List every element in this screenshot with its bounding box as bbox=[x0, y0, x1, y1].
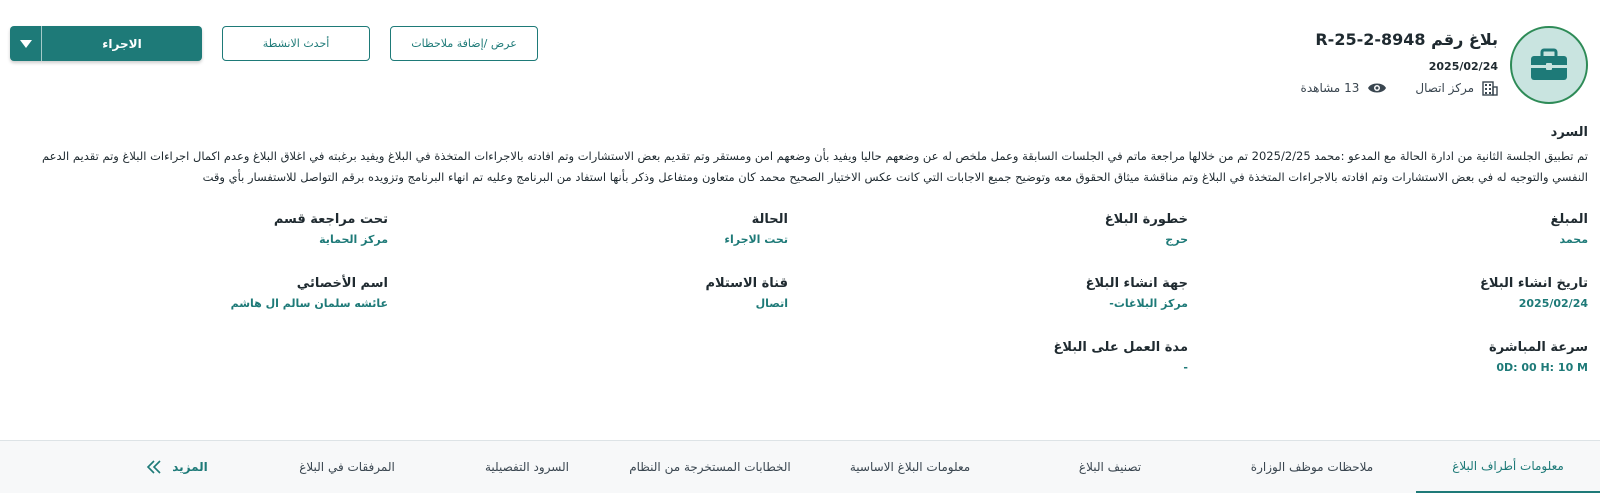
field-label: تاريخ انشاء البلاغ bbox=[1479, 276, 1588, 291]
report-date: 2025/02/24 bbox=[1428, 60, 1498, 73]
narrative-section bbox=[12, 125, 1588, 188]
report-fields bbox=[12, 212, 1588, 382]
double-chevron-left-icon bbox=[146, 460, 162, 474]
tab-report-classification[interactable]: تصنيف البلاغ bbox=[1078, 460, 1142, 474]
tab-attachments[interactable]: المرفقات في البلاغ bbox=[299, 460, 395, 474]
field-review-department bbox=[0, 212, 388, 254]
field-label: مدة العمل على البلاغ bbox=[1053, 340, 1188, 355]
field-value: - bbox=[1183, 361, 1188, 374]
field-label: سرعة المباشرة bbox=[1489, 340, 1588, 355]
field-label: جهة انشاء البلاغ bbox=[1085, 276, 1188, 291]
procedure-button-label: الاجراء bbox=[102, 36, 142, 51]
report-header bbox=[0, 0, 1600, 115]
report-avatar bbox=[1510, 26, 1588, 104]
tab-system-letters[interactable]: الخطابات المستخرجة من النظام bbox=[629, 460, 791, 474]
field-reporter bbox=[1188, 212, 1588, 254]
report-meta bbox=[1301, 80, 1498, 96]
field-label: الحالة bbox=[751, 212, 788, 227]
field-value: تحت الاجراء bbox=[724, 233, 788, 246]
latest-activities-button[interactable]: أحدث الانشطة bbox=[222, 26, 370, 61]
field-value: مركز البلاغات- bbox=[1109, 297, 1188, 310]
views-text: 13 مشاهدة bbox=[1300, 81, 1360, 95]
procedure-button[interactable] bbox=[10, 26, 202, 61]
chevron-down-icon[interactable] bbox=[10, 26, 42, 61]
field-response-speed bbox=[1188, 340, 1588, 382]
field-label: قناة الاستلام bbox=[705, 276, 788, 291]
field-value: حرج bbox=[1165, 233, 1188, 246]
field-severity bbox=[788, 212, 1188, 254]
field-creator-entity bbox=[788, 276, 1188, 318]
narrative-label: السرد bbox=[1550, 125, 1588, 140]
field-label: اسم الأخصائي bbox=[296, 276, 388, 291]
tab-detailed-narratives[interactable]: السرود التفصيلية bbox=[485, 460, 570, 474]
field-value: اتصال bbox=[755, 297, 788, 310]
tab-ministry-notes[interactable]: ملاحظات موظف الوزارة bbox=[1250, 460, 1374, 474]
more-label: المزيد bbox=[172, 460, 208, 474]
channel-meta bbox=[1415, 80, 1498, 96]
building-icon bbox=[1482, 80, 1498, 96]
field-receive-channel bbox=[388, 276, 788, 318]
tab-report-parties[interactable]: معلومات أطراف البلاغ bbox=[1416, 441, 1600, 493]
field-label: المبلغ bbox=[1550, 212, 1588, 227]
briefcase-icon bbox=[1529, 48, 1569, 82]
field-specialist bbox=[0, 276, 388, 318]
tab-basic-info[interactable]: معلومات البلاغ الاساسية bbox=[849, 460, 971, 474]
field-label: تحت مراجعة قسم bbox=[273, 212, 388, 227]
narrative-text: تم تطبيق الجلسة الثانية من ادارة الحالة مع المدعو :محمد 2025/2/25 تم من خلالها مراجعة ماتم في الجلسات السابقة وعمل ملخص له عن وضعهم حاليا ويفيد بأن وضعهم امن ومستقر وتم تقديم بعض الاستشارات وتم افادته بالاجراءات المتخذة في البلاغ ويفيد برغبته في اغلاق البلاغ وعدم اكمال اجراءات البلاغ وتم تقديم الدعم النفسي والتوجيه له في بعض الاستشارات وتم افادته بالاجراءات المتخذة في البلاغ وتم مناقشة ميثاق الحقوق معه وتوضيح جميع الاجابات التي كانت عكس الاختيار الصحيح محمد كان متعاون ومتفاعل وذكر بأنها استفاد من البرنامج وعليه تم انهاء البرنامج وتزويده برقم التواصل للاستفسار بأي وقت bbox=[41, 149, 1588, 184]
field-status bbox=[388, 212, 788, 254]
channel-text: مركز اتصال bbox=[1415, 81, 1474, 95]
views-meta bbox=[1301, 81, 1388, 95]
field-creation-date bbox=[1188, 276, 1588, 318]
field-label: خطورة البلاغ bbox=[1104, 212, 1188, 227]
field-work-duration bbox=[788, 340, 1188, 382]
field-value: محمد bbox=[1559, 233, 1588, 246]
notes-button[interactable]: عرض /إضافة ملاحظات bbox=[390, 26, 538, 61]
field-value: 0D: 00 H: 10 M bbox=[1496, 361, 1588, 374]
tab-bar bbox=[0, 440, 1600, 493]
field-value: عائشه سلمان سالم ال هاشم bbox=[230, 297, 388, 310]
page-title: بلاغ رقم R-25-2-8948 bbox=[1315, 30, 1498, 49]
eye-icon bbox=[1367, 81, 1387, 95]
field-value: 2025/02/24 bbox=[1518, 297, 1588, 310]
field-value: مركز الحماية bbox=[319, 233, 388, 246]
more-tabs-button[interactable] bbox=[102, 441, 252, 493]
